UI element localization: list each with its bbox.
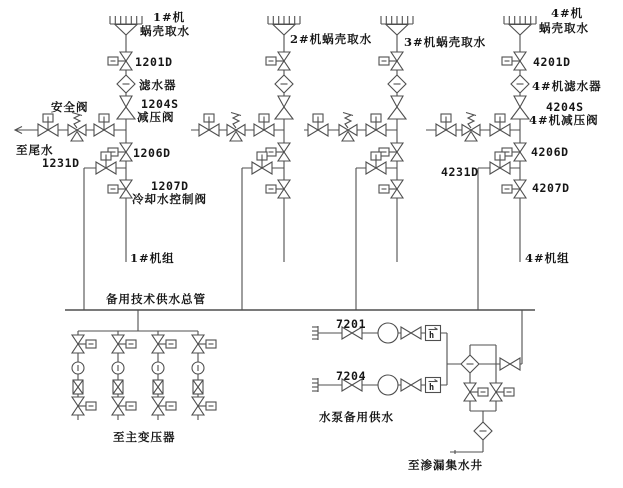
unit4-intake-label-line1: 4#机 — [551, 6, 584, 20]
valve-1201d-icon — [108, 52, 132, 70]
transformer-branch1-outlet-valve-icon — [72, 397, 96, 415]
unit4-intake-line — [426, 6, 602, 310]
unit2-intake-line — [191, 16, 372, 310]
transformer-branch-2 — [112, 331, 136, 420]
unit2-inlet-valve-icon — [266, 52, 290, 70]
valve-4231d-label: 4231D — [441, 165, 479, 179]
unit2-mid-valve-icon — [266, 143, 290, 161]
transformer-branch3-inlet-valve-icon — [152, 335, 176, 353]
valve-4206d-icon — [502, 143, 526, 161]
valve-1206d-icon — [108, 143, 132, 161]
unit3-control-valve-icon — [379, 180, 403, 198]
valve-4204s-icon — [511, 96, 529, 119]
unit4-safety-valve-icon — [462, 113, 480, 142]
valve-4206d-label: 4206D — [531, 145, 569, 159]
transformer-branch3-outlet-valve-icon — [152, 397, 176, 415]
unit3-intake-screen-icon — [381, 16, 413, 35]
unit1-end-label: 1#机组 — [130, 251, 175, 265]
transformer-branch-1 — [72, 331, 96, 420]
unit4-filter-label: 4#机滤水器 — [532, 79, 602, 93]
transformer-branch4-outlet-valve-icon — [192, 397, 216, 415]
unit3-reducer-icon — [388, 96, 406, 119]
transformer-branch3-gauge-icon — [152, 362, 164, 374]
valve-1204s-icon — [117, 96, 135, 119]
valve-4207d-label: 4207D — [532, 181, 570, 195]
backup-pump-section — [312, 310, 522, 472]
transformer-branch2-outlet-valve-icon — [112, 397, 136, 415]
unit1-control-valve-label: 冷却水控制阀 — [132, 192, 207, 206]
unit4-tailwater-valve-icon — [436, 114, 456, 136]
unit1-filter-icon — [117, 75, 135, 93]
unit3-safety-valve-icon — [339, 113, 357, 142]
valve-1207d-icon — [108, 180, 132, 198]
pump1-check-valve-glyph: h — [429, 331, 435, 341]
valve-1207d-label: 1207D — [151, 179, 189, 193]
valve-1204s-label: 1204S — [141, 97, 179, 111]
pump-header-valve-icon — [500, 358, 520, 370]
unit3-inlet-valve-icon — [379, 52, 403, 70]
unit2-tailwater-valve-icon — [199, 114, 219, 136]
unit3-filter-icon — [388, 75, 406, 93]
unit2-safety-valve-icon — [227, 113, 245, 142]
unit1-intake-line — [15, 10, 207, 310]
transformer-branch1-flow-element-icon — [73, 380, 83, 394]
unit1-intake-label-line2: 蜗壳取水 — [140, 24, 190, 38]
pump2-icon — [378, 375, 398, 395]
unit2-reducer-icon — [275, 96, 293, 119]
pump2-discharge-valve-icon — [401, 379, 421, 391]
unit1-reducer-label: 减压阀 — [137, 110, 175, 124]
valve-4204s-label: 4204S — [546, 100, 584, 114]
unit3-intake-line — [304, 16, 486, 310]
transformer-branch2-inlet-valve-icon — [112, 335, 136, 353]
pump-section-label: 水泵备用供水 — [319, 410, 394, 424]
seepage-filter-icon — [474, 422, 492, 440]
pump1-icon — [378, 323, 398, 343]
transformer-branch4-flow-element-icon — [193, 380, 203, 394]
unit1-filter-label: 滤水器 — [139, 78, 177, 92]
transformer-branch4-gauge-icon — [192, 362, 204, 374]
unit1-tailwater-valve-icon — [38, 114, 58, 136]
transformer-branch1-inlet-valve-icon — [72, 335, 96, 353]
valve-4201d-label: 4201D — [533, 55, 571, 69]
pump1-suction-strainer-icon — [312, 326, 318, 340]
transformer-branch2-flow-element-icon — [113, 380, 123, 394]
valve-1201d-label: 1201D — [135, 55, 173, 69]
main-header-label: 备用技术供水总管 — [106, 292, 206, 306]
valve-1231d-label: 1231D — [42, 156, 80, 170]
pump2-code-label: 7204 — [336, 369, 367, 383]
unit1-branch-valve-icon — [94, 114, 114, 136]
transformer-branch1-gauge-icon — [72, 362, 84, 374]
unit4-intake-label-line2: 蜗壳取水 — [539, 21, 589, 35]
transformer-branch3-flow-element-icon — [153, 380, 163, 394]
pump1-discharge-valve-icon — [401, 327, 421, 339]
valve-1206d-label: 1206D — [133, 146, 171, 160]
unit3-mid-valve-icon — [379, 143, 403, 161]
unit4-reducer-label: 4#机减压阀 — [529, 113, 599, 127]
pump2-check-valve-glyph: h — [429, 383, 435, 393]
transformer-label: 至主变压器 — [113, 430, 176, 444]
unit4-filter-icon — [511, 75, 529, 93]
pump1-code-label: 7201 — [336, 317, 367, 331]
pump2-suction-strainer-icon — [312, 378, 318, 392]
transformer-branch4-inlet-valve-icon — [192, 335, 216, 353]
valve-4207d-icon — [502, 180, 526, 198]
filter-drain-valve-right-icon — [490, 383, 514, 401]
unit2-intake-label: 2#机蜗壳取水 — [290, 32, 373, 46]
transformer-cooling-manifold — [72, 310, 216, 444]
unit3-branch-valve-icon — [366, 114, 386, 136]
valve-4201d-icon — [502, 52, 526, 70]
unit3-intake-label: 3#机蜗壳取水 — [404, 35, 487, 49]
transformer-branch-3 — [152, 331, 176, 420]
unit3-tailwater-valve-icon — [308, 114, 328, 136]
tailwater-label: 至尾水 — [16, 143, 54, 157]
safety-valve-label: 安全阀 — [51, 100, 89, 114]
filter-drain-valve-left-icon — [464, 383, 488, 401]
transformer-branch-4 — [192, 331, 216, 420]
unit2-branch-valve-icon — [254, 114, 274, 136]
unit1-intake-label-line1: 1#机 — [153, 10, 186, 24]
unit2-control-valve-icon — [266, 180, 290, 198]
unit1-intake-screen-icon — [110, 16, 142, 35]
unit4-end-label: 4#机组 — [525, 251, 570, 265]
unit4-branch-valve-icon — [490, 114, 510, 136]
discharge-filter-icon — [461, 355, 479, 373]
seepage-well-label: 至渗漏集水井 — [408, 458, 483, 472]
transformer-branch2-gauge-icon — [112, 362, 124, 374]
unit1-safety-valve-icon — [68, 113, 86, 142]
unit4-intake-screen-icon — [504, 16, 536, 35]
unit2-filter-icon — [275, 75, 293, 93]
backup-supply-main-pipe — [65, 292, 535, 310]
